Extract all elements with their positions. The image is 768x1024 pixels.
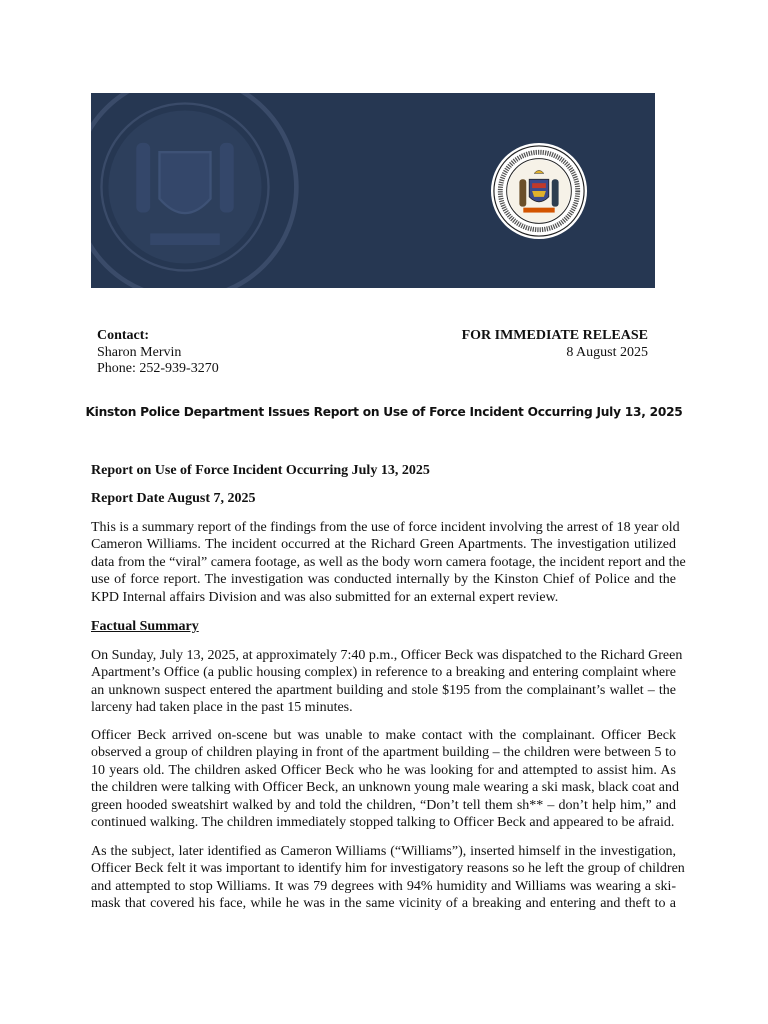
contact-name: Sharon Mervin bbox=[97, 344, 182, 360]
release-label: FOR IMMEDIATE RELEASE bbox=[461, 328, 648, 343]
release-block bbox=[462, 328, 648, 361]
text-line: data from the “viral” camera footage, as well as the body worn camera footage, the incident report and the bbox=[91, 554, 686, 570]
text-line: use of force report. The investigation was conducted internally by the Kinston Chief of Police and the bbox=[91, 572, 676, 588]
text-line: This is a summary report of the findings from the use of force incident involving the arrest of 18 year old bbox=[91, 520, 680, 535]
press-release-headline: Kinston Police Department Issues Report on Use of Force Incident Occurring July 13, 2025 bbox=[85, 405, 683, 419]
text-line: Officer Beck arrived on-scene but was unable to make contact with the complainant. Officer Beck bbox=[91, 728, 676, 743]
text-line: Officer Beck felt it was important to identify him for investigatory reasons so he left the group of children bbox=[91, 861, 685, 877]
text-line: an unknown suspect entered the apartment building and stole $195 from the complainant’s wallet – the bbox=[91, 682, 676, 698]
text-line: KPD Internal affairs Division and was also submitted for an external expert review. bbox=[91, 589, 559, 605]
header-banner bbox=[91, 93, 655, 288]
report-title: Report on Use of Force Incident Occurring July 13, 2025 bbox=[91, 463, 430, 478]
factual-paragraph-2 bbox=[91, 727, 679, 831]
text-line: Cameron Williams. The incident occurred at the Richard Green Apartments. The investigation utilized bbox=[91, 537, 676, 553]
factual-paragraph-3 bbox=[91, 843, 685, 913]
factual-summary-heading: Factual Summary bbox=[91, 619, 199, 634]
factual-paragraph-1 bbox=[91, 647, 683, 717]
text-line: mask that covered his face, while he was in the same vicinity of a breaking and entering and theft to a bbox=[91, 896, 676, 912]
text-line: continued walking. The children immediately stopped talking to Officer Beck and appeared to be afraid. bbox=[91, 815, 675, 831]
text-line: On Sunday, July 13, 2025, at approximately 7:40 p.m., Officer Beck was dispatched to the Richard Green bbox=[91, 648, 683, 663]
text-line: observed a group of children playing in front of the apartment building – the children were between 5 to bbox=[91, 745, 676, 761]
text-line: and attempted to stop Williams. It was 79 degrees with 94% humidity and Williams was wearing a ski- bbox=[91, 878, 676, 894]
report-date: Report Date August 7, 2025 bbox=[91, 491, 256, 506]
text-line: larceny had taken place in the past 15 minutes. bbox=[91, 700, 353, 716]
text-line: the children were talking with Officer Beck, an unknown young male wearing a ski mask, black coat and bbox=[91, 780, 679, 796]
text-line: As the subject, later identified as Cameron Williams (“Williams”), inserted himself in the investigation, bbox=[91, 844, 676, 859]
city-seal-logo bbox=[490, 142, 588, 240]
intro-paragraph bbox=[91, 519, 686, 606]
contact-block bbox=[97, 328, 219, 378]
contact-label: Contact: bbox=[97, 328, 150, 343]
text-line: 10 years old. The children asked Officer Beck who he was looking for and attempted to assist him. As bbox=[91, 762, 676, 778]
city-seal-watermark bbox=[91, 93, 301, 288]
text-line: green hooded sweatshirt walked by and told the children, “Don’t tell them sh** – don’t help him,” and bbox=[91, 797, 676, 813]
text-line: Apartment’s Office (a public housing complex) in reference to a breaking and entering complaint where bbox=[91, 665, 676, 681]
release-date: 8 August 2025 bbox=[566, 344, 648, 360]
contact-phone: Phone: 252-939-3270 bbox=[97, 361, 219, 376]
